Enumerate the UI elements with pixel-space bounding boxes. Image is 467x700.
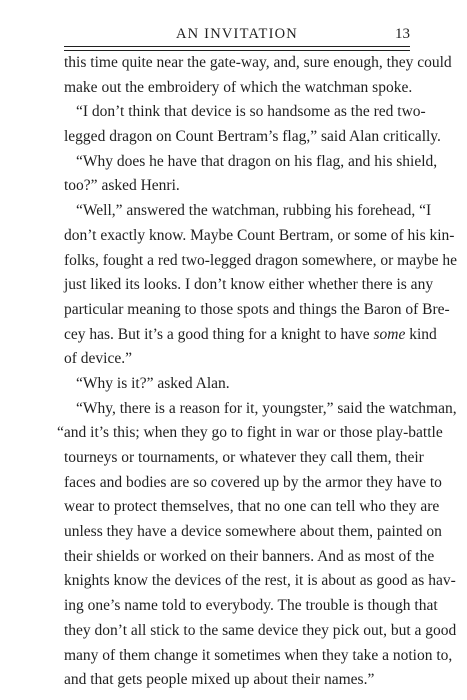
line-text: they don’t all stick to the same device they pick out, but a good: [64, 621, 457, 639]
line-text: just liked its looks. I don’t know either whether there is any: [64, 276, 434, 294]
text-line: [64, 298, 450, 323]
line-text: tourneys or tournaments, or whatever they call them, their: [64, 449, 424, 466]
line-text: particular meaning to those spots and things the Baron of Bre-: [64, 300, 450, 318]
line-text: folks, fought a red two-legged dragon somewhere, or maybe he: [64, 251, 457, 269]
text-line: [64, 471, 442, 496]
line-text: their shields or worked on their banners. And as most of the: [64, 547, 435, 565]
text-line: [64, 273, 434, 298]
body-text: [57, 51, 457, 693]
text-line: [64, 545, 435, 570]
line-text: legged dragon on Count Bertram’s flag,” said Alan critically.: [64, 128, 441, 146]
text-line: [64, 51, 452, 76]
text-line: [64, 644, 453, 669]
line-text: knights know the devices of the rest, it is about as good as hav-: [64, 572, 456, 590]
text-line: [64, 347, 410, 372]
line-text: “Why is it?” asked Alan.: [76, 374, 230, 392]
text-line: [64, 569, 456, 594]
text-line: [64, 668, 410, 693]
text-line: [64, 76, 413, 101]
line-text: too?” asked Henri.: [64, 177, 180, 195]
text-line: [64, 125, 441, 150]
text-line: [64, 495, 440, 520]
text-line: [64, 199, 432, 224]
text-line: [64, 397, 457, 422]
line-text: wear to protect themselves, that no one can tell who they are: [64, 498, 440, 516]
text-line: [64, 446, 424, 471]
line-text: don’t exactly know. Maybe Count Bertram, or some of his kin-: [64, 226, 455, 244]
text-line: [64, 100, 426, 125]
line-text-after: kind: [409, 325, 437, 343]
line-text: unless they have a device somewhere about them, painted on: [64, 523, 442, 541]
line-text: faces and bodies are so covered up by the armor they have to: [64, 473, 442, 491]
text-line: [64, 174, 410, 199]
line-text: ing one’s name told to everybody. The trouble is though that: [64, 597, 438, 615]
chapter-title: AN INVITATION: [176, 26, 298, 42]
text-line: [64, 323, 437, 348]
line-text: of device.”: [64, 350, 132, 368]
line-text: make out the embroidery of which the watchman spoke.: [64, 78, 413, 96]
text-line: [64, 372, 410, 397]
running-header: [64, 26, 410, 46]
text-line: [64, 594, 438, 619]
line-text: “Why, there is a reason for it, youngster,” said the watchman,: [76, 399, 457, 417]
emphasized-word: some: [373, 325, 406, 343]
page-number: 13: [395, 26, 410, 42]
line-text: and that gets people mixed up about their names.”: [64, 671, 375, 689]
text-line: [64, 619, 457, 644]
line-text: “and it’s this; when they go to fight in war or those play-battle: [57, 424, 443, 442]
text-line: [64, 150, 438, 175]
text-line: [64, 520, 442, 545]
line-text: this time quite near the gate-way, and, sure enough, they could: [64, 54, 452, 71]
line-text: “Well,” answered the watchman, rubbing his forehead, “I: [76, 202, 432, 220]
header-rule-top: [64, 46, 410, 47]
line-text: many of them change it sometimes when they take a notion to,: [64, 646, 453, 664]
line-text: “I don’t think that device is so handsome as the red two-: [76, 103, 426, 121]
text-line: [64, 249, 457, 274]
line-text: “Why does he have that dragon on his flag, and his shield,: [76, 152, 438, 170]
text-line: [64, 224, 455, 249]
line-text: cey has. But it’s a good thing for a knight to have: [64, 325, 370, 343]
text-line: [57, 421, 443, 446]
